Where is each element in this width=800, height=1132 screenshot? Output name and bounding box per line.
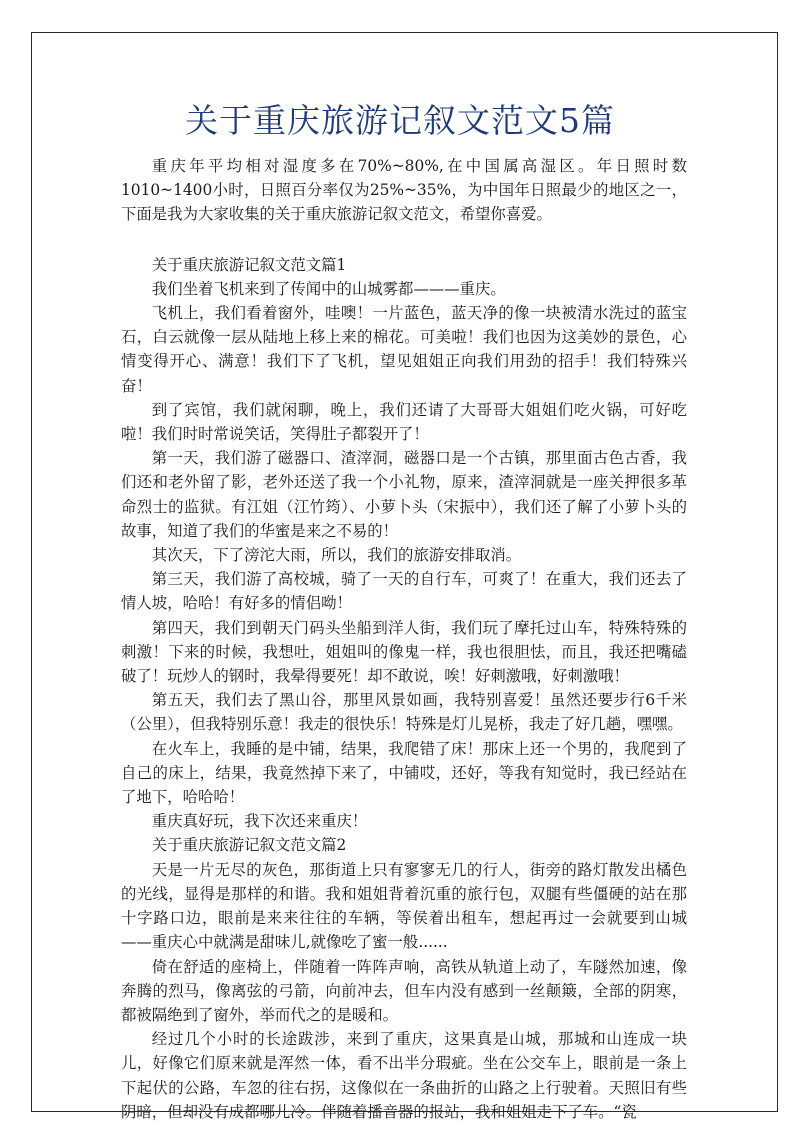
section-heading-1: 关于重庆旅游记叙文范文篇1: [151, 255, 347, 274]
paragraph: 第三天，我们游了高校城，骑了一天的自行车，可爽了！在重大，我们还去了情人坡，哈哈！有好多的情侣呦！: [121, 570, 687, 613]
document-title: 关于重庆旅游记叙文范文5篇: [185, 101, 615, 140]
paragraph: 到了宾馆，我们就闲聊，晚上，我们还请了大哥哥大姐姐们吃火锅，可好吃啦！我们时时常说笑话，笑得肚子都裂开了！: [121, 400, 687, 444]
paragraph: 天是一片无尽的灰色，那街道上只有寥寥无几的行人，街旁的路灯散发出橘色的光线，显得是那样的和谐。我和姐姐背着沉重的旅行包，双腿有些僵硬的站在那十字路口边，眼前是来来往往的车辆，等侯着出租车，想起再过一会就要到山城——重庆心中就满是甜味儿,就像吃了蜜一般......: [121, 860, 687, 952]
paragraph: 飞机上，我们看着窗外，哇噢！一片蓝色，蓝天净的像一块被清水洗过的蓝宝石，白云就像一层从陆地上移上来的棉花。可美啦！我们也因为这美妙的景色，心情变得开心、满意！我们下了飞机，望见姐姐正向我们用劲的招手！我们特殊兴奋！: [121, 304, 687, 395]
paragraph: 第四天，我们到朝天门码头坐船到洋人街，我们玩了摩托过山车，特殊特殊的刺激！下来的时候，我想吐，姐姐叫的像鬼一样，我也很胆怯，而且，我还把嘴磕破了！玩炒人的钢时，我晕得要死！却不敢说，唉！好刺激哦，好刺激哦！: [121, 618, 687, 686]
paragraph: 重庆真好玩，我下次还来重庆！: [151, 812, 368, 831]
intro-paragraph: 重庆年平均相对湿度多在70%~80%,在中国属高湿区。年日照时数1010~1400小时，日照百分率仅为25%~35%，为中国年日照最少的地区之一，下面是我为大家收集的关于重庆旅游记叙文范文，希望你喜爱。: [121, 157, 687, 224]
paragraph: 倚在舒适的座椅上，伴随着一阵阵声响，高铁从轨道上动了，车隧然加速，像奔腾的烈马，像离弦的弓箭，向前冲去，但车内没有感到一丝颠簸，全部的阴寒，都被隔绝到了窗外，举而代之的是暖和。: [121, 957, 687, 1024]
paragraph: 经过几个小时的长途跋涉，来到了重庆，这果真是山城，那城和山连成一块儿，好像它们原来就是浑然一体，看不出半分瑕疵。坐在公交车上，眼前是一条上下起伏的公路，车忽的往右拐，这像似在一条曲折的山路之上行驶着。天照旧有些阴暗，但却没有成都哪儿冷。伴随着播音器的报站，我和姐姐走下了车。“瓷: [121, 1030, 687, 1121]
section-heading-2: 关于重庆旅游记叙文范文篇2: [151, 836, 347, 855]
paragraph: 在火车上，我睡的是中铺，结果，我爬错了床！那床上还一个男的，我爬到了自己的床上，结果，我竟然掉下来了，中铺哎，还好，等我有知觉时，我已经站在了地下，哈哈哈！: [121, 739, 687, 807]
paragraph: 其次天，下了滂沱大雨，所以，我们的旅游安排取消。: [151, 546, 522, 565]
paragraph: 我们坐着飞机来到了传闻中的山城雾都———重庆。: [151, 279, 506, 298]
paragraph: 第一天，我们游了磁器口、渣滓洞，磁器口是一个古镇，那里面古色古香，我们还和老外留了影，老外还送了我一个小礼物，原来，渣滓洞就是一座关押很多革命烈士的监狱。有江姐（江竹筠）、小萝卜头（宋振中），我们还了解了小萝卜头的故事，知道了我们的华蜜是来之不易的！: [121, 449, 687, 540]
document-body: [121, 154, 687, 1124]
paragraph: 第五天，我们去了黑山谷，那里风景如画，我特别喜爱！虽然还要步行6千米（公里），但我特别乐意！我走的很快乐！特殊是灯儿晃桥，我走了好几趟，嘿嘿。: [121, 691, 687, 734]
